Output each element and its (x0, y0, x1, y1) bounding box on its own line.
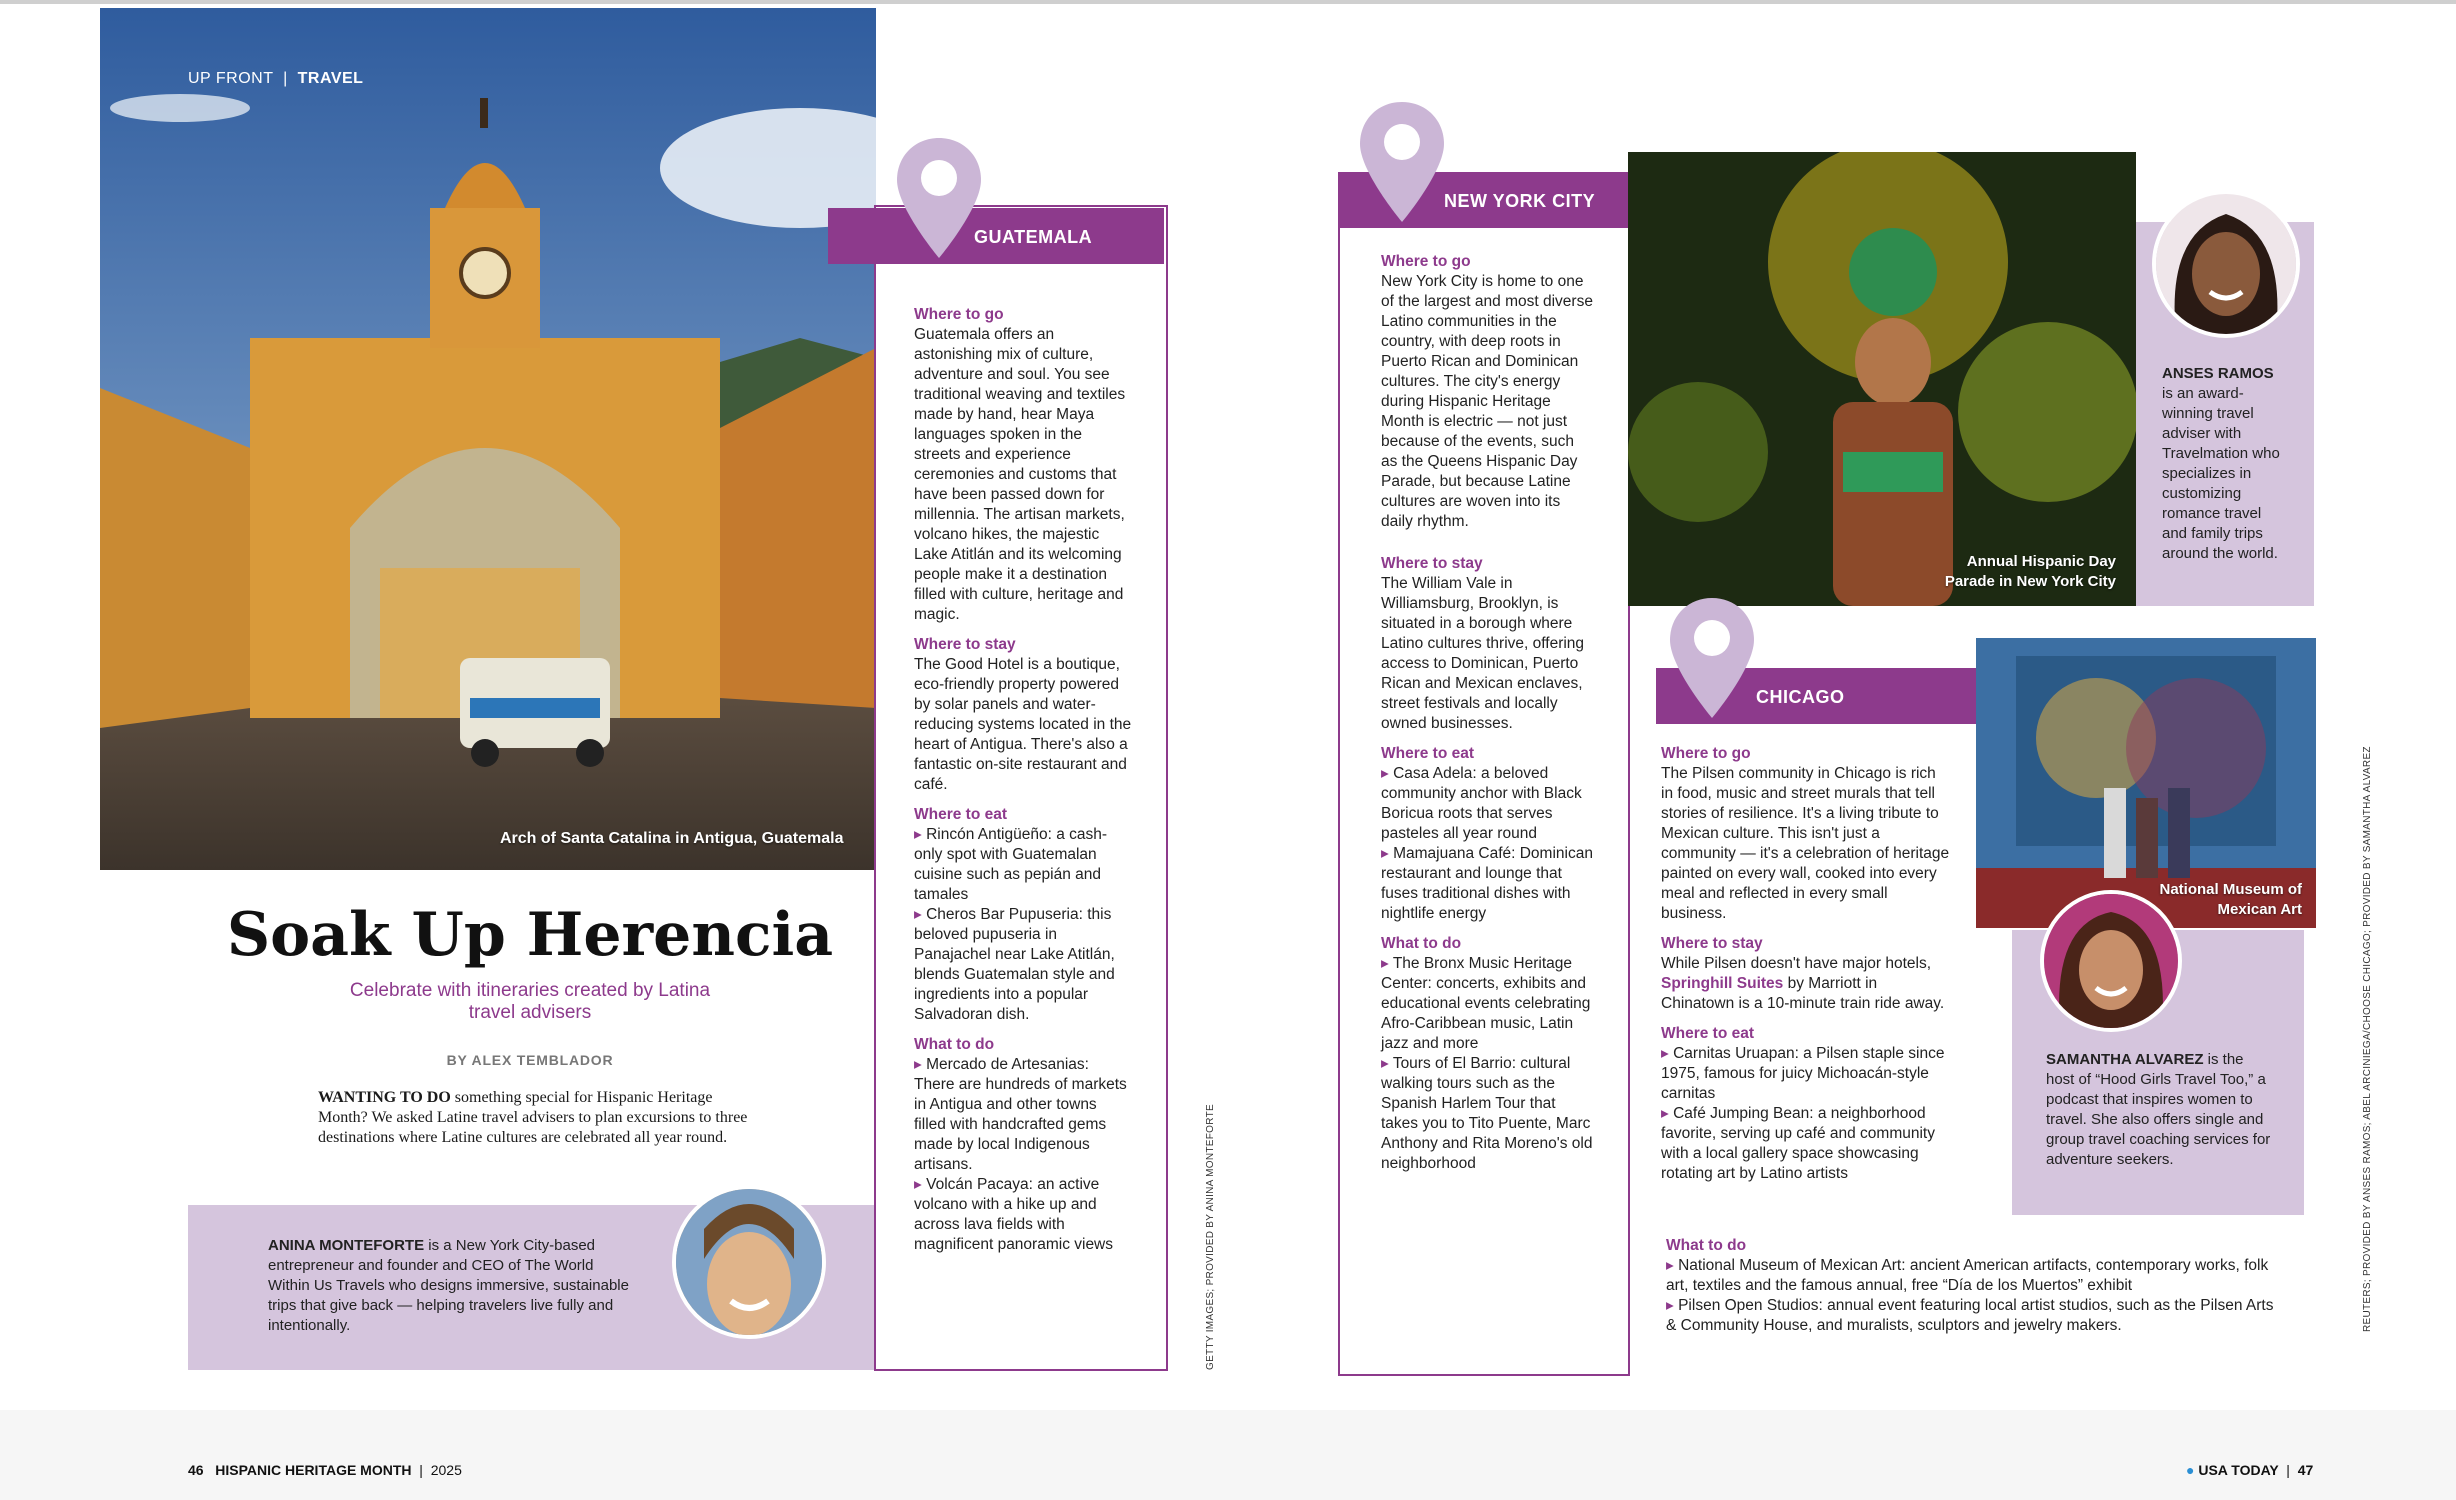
photo-credit-left: GETTY IMAGES; PROVIDED BY ANINA MONTEFORTE (1205, 1104, 1216, 1370)
bio-anina-body: is a New York City-based entrepreneur and founder and CEO of The World Within Us Travels who designs immersive, sustainable trips that give back — helping travelers live fully and intentionally. (268, 1237, 629, 1334)
chicago-photo-caption: National Museum of Mexican Art (2159, 881, 2302, 918)
guatemala-where-to-stay: The Good Hotel is a boutique, eco-friendly property powered by solar panels and water-reducing systems located in the heart of Antigua. There's also a fantastic on-site restaurant and café. (914, 656, 1132, 793)
bio-anses-text (2162, 364, 2288, 564)
chicago-do-item: ▸ National Museum of Mexican Art: ancient American artifacts, contemporary works, folk art, textiles and the famous annual, free “Día de los Muertos” exhibit (1666, 1256, 2286, 1296)
nyc-body (1381, 252, 1593, 1174)
folio-right-page: 47 (2297, 1462, 2314, 1478)
guatemala-do-item: ▸ Mercado de Artesanias: There are hundreds of markets in Antigua and other towns filled with handcrafted gems made by local Indigenous artisans. (914, 1055, 1132, 1175)
folio-left-page: 46 (188, 1462, 204, 1478)
location-pin-icon (897, 138, 981, 258)
nyc-eat-item: ▸ Mamajuana Café: Dominican restaurant and lounge that fuses traditional dishes with nightlife energy (1381, 844, 1593, 924)
nyc-parade-photo (1628, 152, 2136, 606)
usa-today-dot-icon: ● (2186, 1462, 2195, 1478)
intro-paragraph (318, 1088, 758, 1148)
section-prefix: UP FRONT (188, 70, 274, 87)
chicago-body (1661, 744, 1951, 1184)
folio-left-title: HISPANIC HERITAGE MONTH (215, 1462, 412, 1478)
springhill-suites-link[interactable]: Springhill Suites (1661, 975, 1784, 992)
avatar-anina (672, 1185, 826, 1339)
guatemala-eat-item: ▸ Rincón Antigüeño: a cash-only spot with Guatemalan cuisine such as pepián and tamales (914, 825, 1132, 905)
chicago-what-to-do (1666, 1236, 2286, 1336)
chicago-where-to-go: The Pilsen community in Chicago is rich in food, music and street murals that tell stories of resilience. It's a living tribute to Mexican culture. This isn't just a community — it's a celebration of heritage painted on every wall, cooked into every meal and reflected in every small business. (1661, 765, 1950, 922)
nyc-where-to-go: New York City is home to one of the largest and most diverse Latino communities in the country, with deep roots in Puerto Rican and Dominican cultures. The city's energy during Hispanic Heritage Month is electric — not just because of the events, such as the Queens Hispanic Day Parade, but because Latine cultures are woven into its daily rhythm. (1381, 273, 1593, 530)
photo-credit-right: REUTERS; PROVIDED BY ANSES RAMOS; ABEL ARCINIEGA/CHOOSE CHICAGO; PROVIDED BY SAMANTHA ALVAREZ (2362, 746, 2373, 1332)
chicago-what-to-do-heading: What to do (1666, 1237, 1747, 1254)
nyc-where-to-eat-heading: Where to eat (1381, 745, 1475, 762)
chicago-where-to-stay-heading: Where to stay (1661, 935, 1763, 952)
chicago-do-item: ▸ Pilsen Open Studios: annual event featuring local artist studios, such as the Pilsen Arts & Community House, and muralists, sculptors and jewelry makers. (1666, 1296, 2286, 1336)
avatar-anses (2152, 190, 2300, 338)
chicago-banner-label: CHICAGO (1756, 687, 1845, 707)
guatemala-banner (828, 208, 1164, 264)
nyc-banner-label: NEW YORK CITY (1444, 191, 1596, 211)
bio-anina-name: ANINA MONTEFORTE (268, 1237, 425, 1254)
top-rule (0, 0, 2456, 4)
nyc-where-to-stay: The William Vale in Williamsburg, Brooklyn, is situated in a borough where Latino cultures thrive, offering access to Dominican, Puerto Rican and Mexican enclaves, street festivals and locally owned businesses. (1381, 575, 1585, 732)
intro-body: something special for Hispanic Heritage Month? We asked Latine travel advisers to plan excursions to three destinations where Latine cultures are celebrated all year round. (318, 1089, 748, 1146)
location-pin-icon (1360, 102, 1444, 222)
avatar-samantha (2040, 890, 2182, 1032)
guatemala-where-to-go-heading: Where to go (914, 306, 1004, 323)
nyc-where-to-go-heading: Where to go (1381, 253, 1471, 270)
chicago-stay-part-b: by Marriott in Chinatown is a 10-minute train ride away. (1661, 975, 1945, 1012)
guatemala-what-to-do-heading: What to do (914, 1036, 995, 1053)
folio-left-year: 2025 (430, 1462, 462, 1478)
chicago-eat-item: ▸ Carnitas Uruapan: a Pilsen staple since 1975, famous for juicy Michoacán-style carnitas (1661, 1044, 1951, 1104)
headline: Soak Up Herencia (226, 900, 834, 970)
folio-right-brand: USA TODAY (2198, 1462, 2279, 1478)
bio-anses-name: ANSES RAMOS (2162, 365, 2274, 382)
intro-lead: WANTING TO DO (318, 1089, 451, 1106)
guatemala-body (914, 305, 1132, 1255)
nyc-what-to-do-heading: What to do (1381, 935, 1462, 952)
guatemala-do-item: ▸ Volcán Pacaya: an active volcano with a hike up and across lava fields with magnificent panoramic views (914, 1175, 1132, 1255)
nyc-do-item: ▸ Tours of El Barrio: cultural walking tours such as the Spanish Harlem Tour that takes you to Tito Puente, Marc Anthony and Rita Moreno's old neighborhood (1381, 1054, 1593, 1174)
bio-samantha-text (2046, 1050, 2276, 1170)
bio-samantha-body: is the host of “Hood Girls Travel Too,” a podcast that inspires women to travel. She also offers single and group travel coaching services for adventure seekers. (2046, 1051, 2271, 1168)
location-pin-icon (1670, 598, 1754, 718)
nyc-do-item: ▸ The Bronx Music Heritage Center: concerts, exhibits and educational events celebrating Afro-Caribbean music, Latin jazz and more (1381, 954, 1593, 1054)
chicago-where-to-go-heading: Where to go (1661, 745, 1751, 762)
section-name: TRAVEL (297, 70, 364, 87)
nyc-eat-item: ▸ Casa Adela: a beloved community anchor with Black Boricua roots that serves pasteles all year round (1381, 764, 1593, 844)
guatemala-where-to-stay-heading: Where to stay (914, 636, 1016, 653)
chicago-where-to-eat-heading: Where to eat (1661, 1025, 1755, 1042)
byline: BY ALEX TEMBLADOR (446, 1052, 614, 1068)
nyc-photo-caption: Annual Hispanic Day Parade in New York City (1944, 553, 2116, 590)
bottom-shade (0, 1410, 2456, 1500)
hero-photo-antigua-arch (100, 8, 876, 870)
bio-anina-text (268, 1236, 638, 1336)
folio-right: ● USA TODAY | 47 (2186, 1462, 2314, 1478)
nyc-where-to-stay-heading: Where to stay (1381, 555, 1483, 572)
dek: Celebrate with itineraries created by Latina travel advisers (349, 980, 711, 1023)
bio-anses-body: is an award-winning travel adviser with Travelmation who specializes in customizing romance travel and family trips around the world. (2162, 385, 2280, 562)
chicago-stay-part-a: While Pilsen doesn't have major hotels, (1661, 955, 1932, 972)
chicago-eat-item: ▸ Café Jumping Bean: a neighborhood favorite, serving up café and community with a local gallery space showcasing rotating art by Latino artists (1661, 1104, 1951, 1184)
hero-caption: Arch of Santa Catalina in Antigua, Guatemala (500, 830, 844, 847)
folio-left: 46 HISPANIC HERITAGE MONTH | 2025 (188, 1462, 462, 1478)
guatemala-eat-item: ▸ Cheros Bar Pupuseria: this beloved pupuseria in Panajachel near Lake Atitlán, blends Guatemalan style and ingredients into a popular Salvadoran dish. (914, 905, 1132, 1025)
guatemala-where-to-go: Guatemala offers an astonishing mix of culture, adventure and soul. You see traditional weaving and textiles made by hand, hear Maya languages spoken in the streets and experience ceremonies and customs that have been passed down for millennia. The artisan markets, volcano hikes, the majestic Lake Atitlán and its welcoming people make it a destination filled with culture, heritage and magic. (914, 326, 1126, 623)
guatemala-banner-label: GUATEMALA (974, 227, 1093, 247)
guatemala-where-to-eat-heading: Where to eat (914, 806, 1008, 823)
section-label: UP FRONT | TRAVEL (188, 70, 364, 87)
bio-samantha-name: SAMANTHA ALVAREZ (2046, 1051, 2204, 1068)
